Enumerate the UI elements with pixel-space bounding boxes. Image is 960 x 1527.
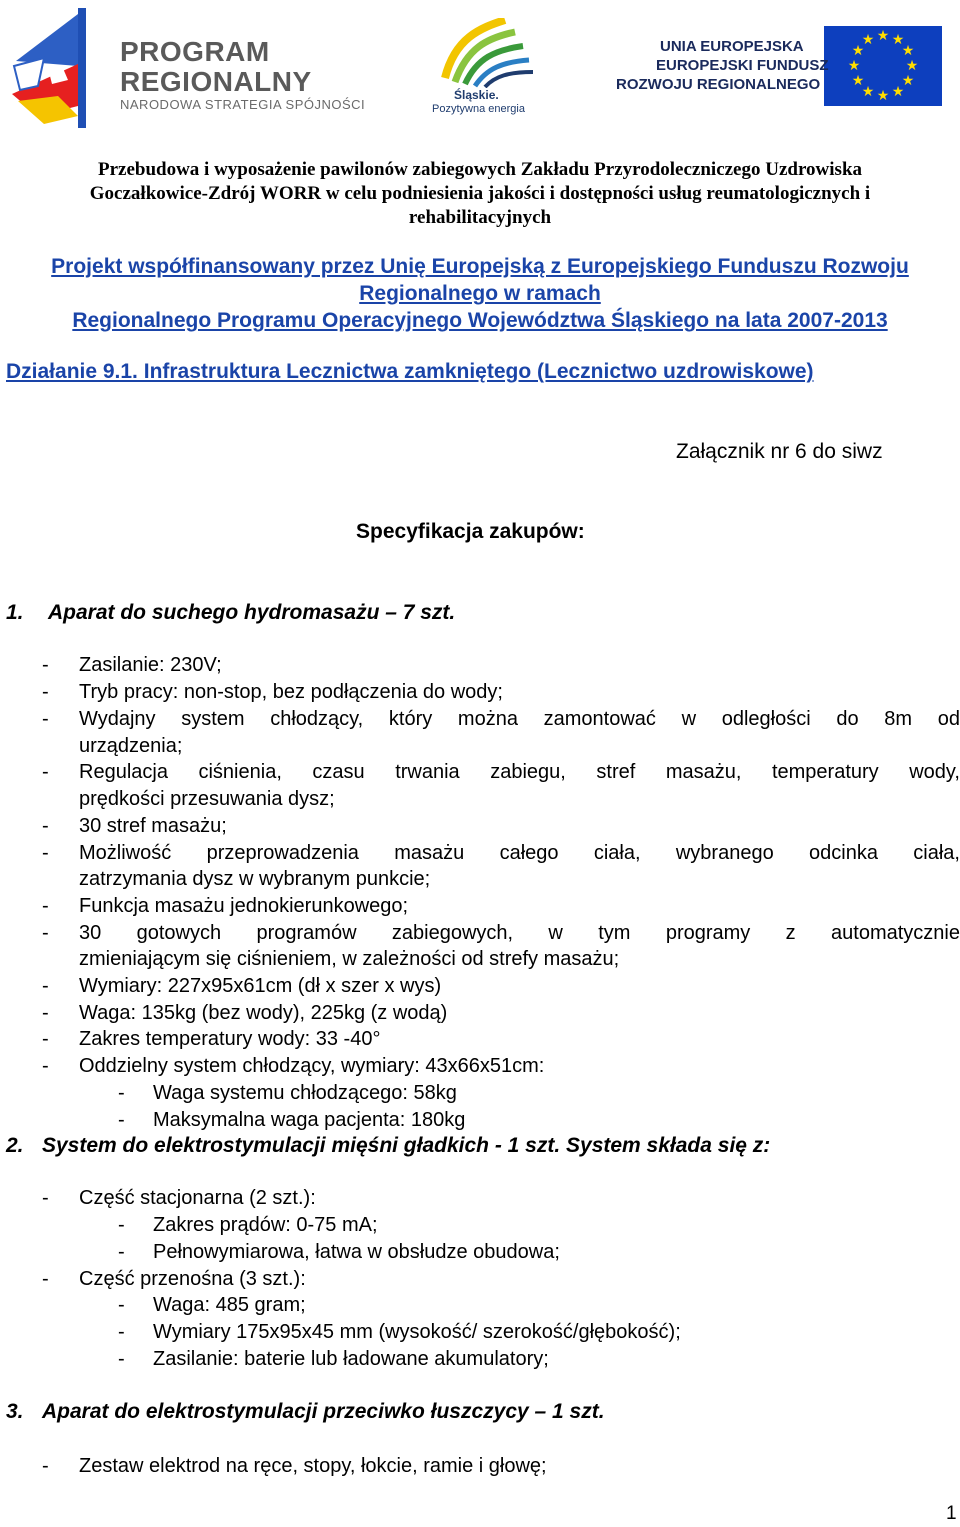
bullet-dash: - (42, 1028, 49, 1050)
attachment-label: Załącznik nr 6 do siwz (676, 440, 883, 463)
section-1-title: Aparat do suchego hydromasażu – 7 szt. (48, 601, 456, 624)
bullet-dash: - (42, 975, 49, 997)
section-1-number: 1. (6, 601, 24, 624)
bullet-dash: - (42, 761, 49, 783)
list-item: Część stacjonarna (2 szt.): (79, 1187, 316, 1209)
list-item: Możliwość przeprowadzenia masażu całego ciała, wybranego odcinka ciała, (79, 842, 960, 864)
list-item-continuation: prędkości przesuwania dysz; (79, 788, 335, 810)
section-2-number: 2. (6, 1134, 24, 1157)
svg-text:★: ★ (851, 43, 865, 59)
sub-list-item: Wymiary 175x95x45 mm (wysokość/ szerokość/głębokość); (153, 1321, 681, 1343)
svg-text:★: ★ (861, 84, 875, 100)
list-item: Zakres temperatury wody: 33 -40° (79, 1028, 381, 1050)
sub-bullet-dash: - (118, 1294, 125, 1316)
list-item: Regulacja ciśnienia, czasu trwania zabiegu, stref masażu, temperatury wody, (79, 761, 960, 783)
svg-text:★: ★ (905, 58, 919, 74)
sub-list-item: Zakres prądów: 0-75 mA; (153, 1214, 378, 1236)
svg-text:★: ★ (891, 32, 905, 48)
svg-text:★: ★ (847, 58, 861, 74)
eu-flag-icon (824, 26, 942, 106)
bullet-dash: - (42, 895, 49, 917)
project-title-line1: Przebudowa i wyposażenie pawilonów zabiegowych Zakładu Przyrodoleczniczego Uzdrowiska (97, 159, 863, 180)
svg-text:★: ★ (901, 43, 915, 59)
page-number: 1 (946, 1503, 957, 1524)
sub-bullet-dash: - (118, 1348, 125, 1370)
list-item: 30 gotowych programów zabiegowych, w tym programy z automatycznie (79, 922, 960, 944)
sub-bullet-dash: - (118, 1214, 125, 1236)
program-logo-line3: NARODOWA STRATEGIA SPÓJNOŚCI (120, 97, 366, 112)
bullet-dash: - (42, 681, 49, 703)
list-item: Oddzielny system chłodzący, wymiary: 43x66x51cm: (79, 1055, 545, 1077)
sub-list-item: Zasilanie: baterie lub ładowane akumulatory; (153, 1348, 549, 1370)
slaskie-logo-line1: Śląskie. (454, 88, 499, 102)
cofinancing-line2: Regionalnego w ramach (359, 282, 601, 305)
list-item: Waga: 135kg (bez wody), 225kg (z wodą) (79, 1002, 448, 1024)
bullet-dash: - (42, 708, 49, 730)
project-title-line3: rehabilitacyjnych (408, 207, 552, 228)
list-item: Wymiary: 227x95x61cm (dł x szer x wys) (79, 975, 442, 997)
bullet-dash: - (42, 815, 49, 837)
program-logo-line2: REGIONALNY (120, 66, 312, 97)
specification-heading: Specyfikacja zakupów: (356, 520, 585, 543)
sub-list-item: Maksymalna waga pacjenta: 180kg (153, 1109, 466, 1131)
list-item: Część przenośna (3 szt.): (79, 1268, 306, 1290)
list-item: Funkcja masażu jednokierunkowego; (79, 895, 409, 917)
sub-bullet-dash: - (118, 1321, 125, 1343)
svg-text:★: ★ (891, 84, 905, 100)
bullet-dash: - (42, 1455, 49, 1477)
bullet-dash: - (42, 654, 49, 676)
list-item-continuation: zatrzymania dysz w wybranym punkcie; (79, 868, 431, 890)
list-item: 30 stref masażu; (79, 815, 227, 837)
list-item-continuation: zmieniającym się ciśnieniem, w zależności od strefy masażu; (79, 948, 620, 970)
svg-text:★: ★ (901, 73, 915, 89)
program-logo-line1: PROGRAM (120, 36, 270, 67)
eu-logo-line2: EUROPEJSKI FUNDUSZ (656, 57, 829, 74)
svg-text:★: ★ (876, 28, 890, 44)
eu-logo-line1: UNIA EUROPEJSKA (660, 38, 804, 55)
cofinancing-line1: Projekt współfinansowany przez Unię Europejską z Europejskiego Funduszu Rozwoju (51, 255, 909, 278)
section-3-title: Aparat do elektrostymulacji przeciwko łuszczycy – 1 szt. (42, 1400, 605, 1423)
eu-logo-line3: ROZWOJU REGIONALNEGO (616, 76, 821, 93)
bullet-dash: - (42, 1002, 49, 1024)
sub-list-item: Pełnowymiarowa, łatwa w obsłudze obudowa; (153, 1241, 560, 1263)
project-title-line2: Goczałkowice-Zdrój WORR w celu podniesienia jakości i dostępności usług reumatologicznych i (89, 183, 871, 204)
program-regionalny-emblem-icon (8, 6, 118, 128)
sub-bullet-dash: - (118, 1241, 125, 1263)
svg-text:★: ★ (851, 73, 865, 89)
bullet-dash: - (42, 1268, 49, 1290)
dzialanie-heading: Działanie 9.1. Infrastruktura Lecznictwa zamkniętego (Lecznictwo uzdrowiskowe) (6, 360, 814, 383)
bullet-dash: - (42, 842, 49, 864)
section-2-title: System do elektrostymulacji mięśni gładkich - 1 szt. System składa się z: (42, 1134, 771, 1157)
svg-text:★: ★ (861, 32, 875, 48)
list-item: Wydajny system chłodzący, który można zamontować w odległości do 8m od (79, 708, 960, 730)
sub-list-item: Waga systemu chłodzącego: 58kg (153, 1082, 457, 1104)
list-item: Zasilanie: 230V; (79, 654, 222, 676)
bullet-dash: - (42, 1055, 49, 1077)
slaskie-waves-icon (425, 18, 535, 88)
sub-list-item: Waga: 485 gram; (153, 1294, 306, 1316)
slaskie-logo-line2: Pozytywna energia (432, 103, 525, 115)
bullet-dash: - (42, 922, 49, 944)
list-item-continuation: urządzenia; (79, 735, 183, 757)
bullet-dash: - (42, 1187, 49, 1209)
svg-text:★: ★ (876, 88, 890, 104)
sub-bullet-dash: - (118, 1109, 125, 1131)
section-3-number: 3. (6, 1400, 24, 1423)
sub-bullet-dash: - (118, 1082, 125, 1104)
list-item: Tryb pracy: non-stop, bez podłączenia do wody; (79, 681, 503, 703)
list-item: Zestaw elektrod na ręce, stopy, łokcie, ramie i głowę; (79, 1455, 547, 1477)
cofinancing-line3: Regionalnego Programu Operacyjnego Województwa Śląskiego na lata 2007-2013 (72, 309, 888, 332)
